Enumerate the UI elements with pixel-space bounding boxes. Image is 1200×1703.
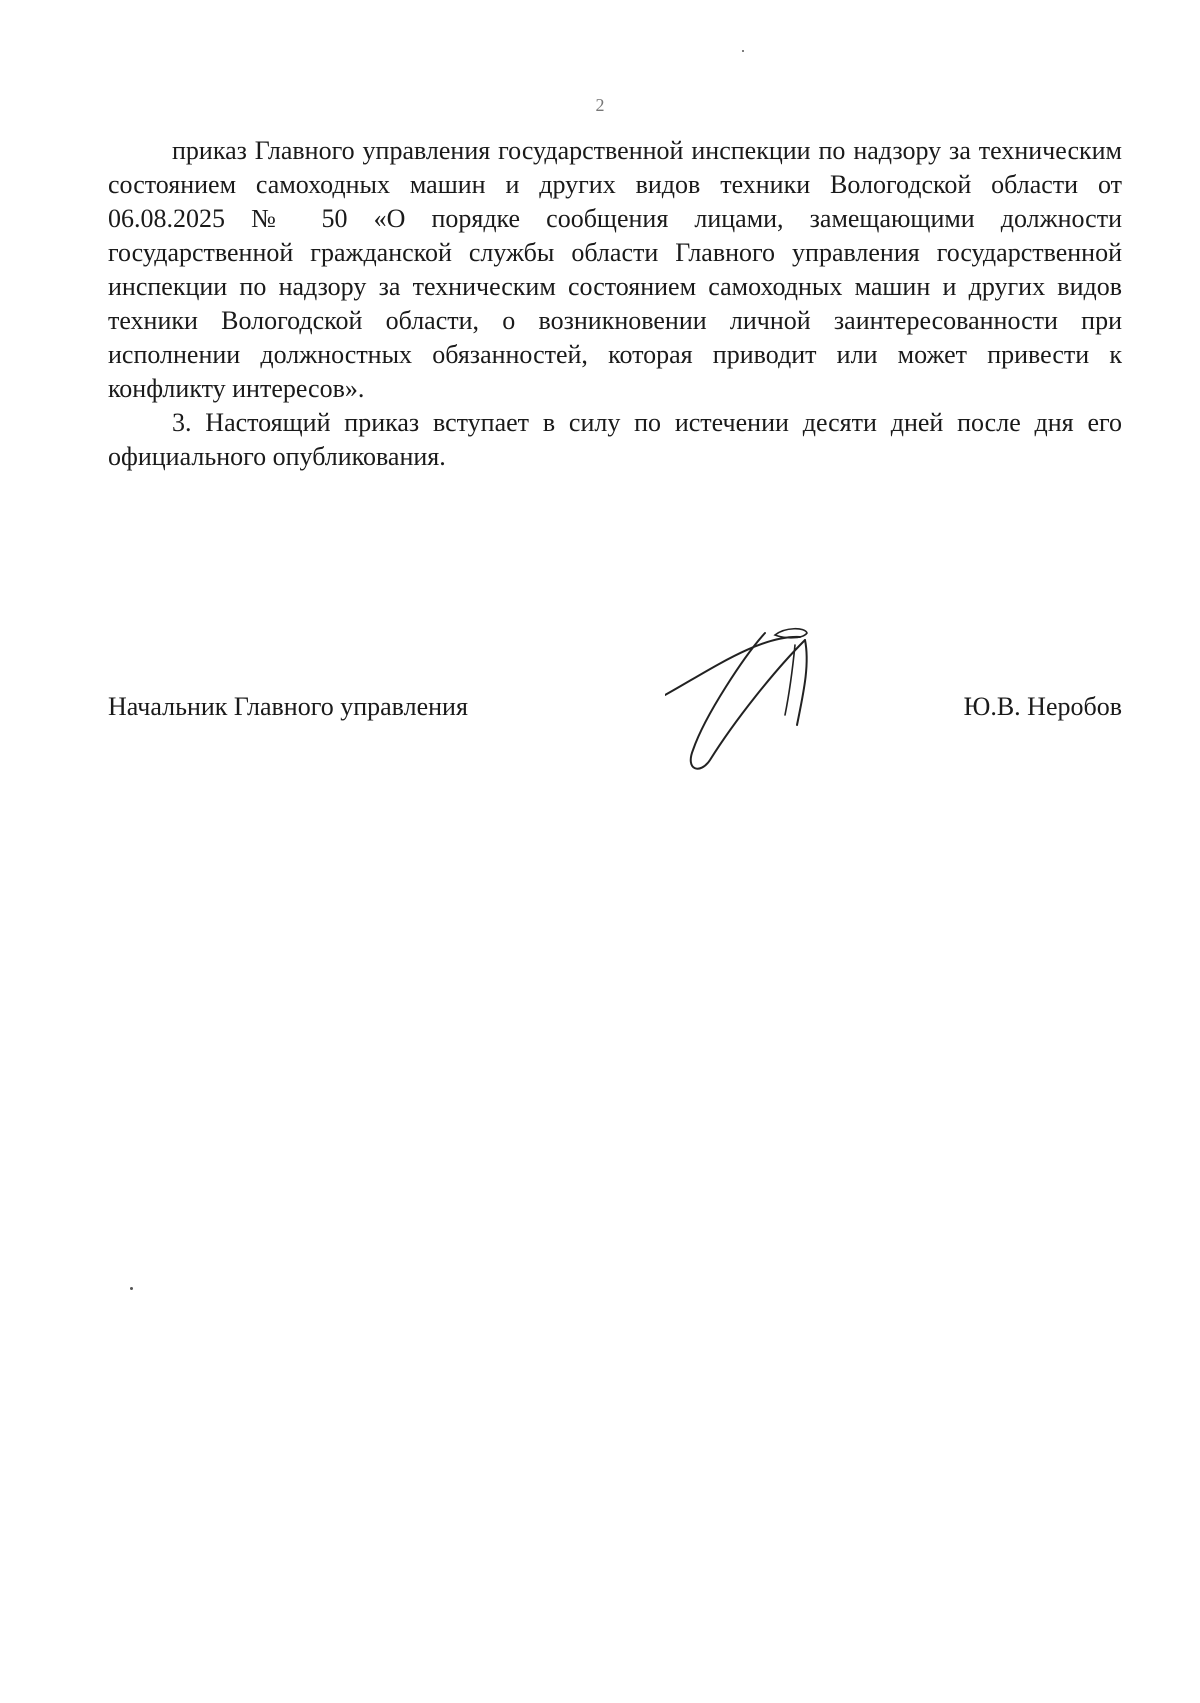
paragraph-effective-date: 3. Настоящий приказ вступает в силу по истечении десяти дней после дня его официального опубликования.: [108, 408, 1122, 471]
paragraph-order-reference: приказ Главного управления государственной инспекции по надзору за техническим состоянием самоходных машин и других видов техники Вологодской области от 06.08.2025 № 50 «О порядке сообщения лицами, замещающими должности государственной гражданской службы области Главного управления государственной инспекции по надзору за техническим состоянием самоходных машин и других видов техники Вологодской области, о возникновении личной заинтересованности при исполнении должностных обязанностей, которая приводит или может привести к конфликту интересов».: [108, 136, 1122, 403]
signer-name: Ю.В. Неробов: [963, 692, 1122, 721]
handwritten-signature: [665, 625, 835, 775]
signer-position: Начальник Главного управления: [108, 692, 468, 721]
page-number: 2: [595, 95, 605, 115]
scan-speck: [742, 50, 744, 52]
document-body: [108, 134, 1122, 474]
scan-speck: [130, 1287, 133, 1290]
